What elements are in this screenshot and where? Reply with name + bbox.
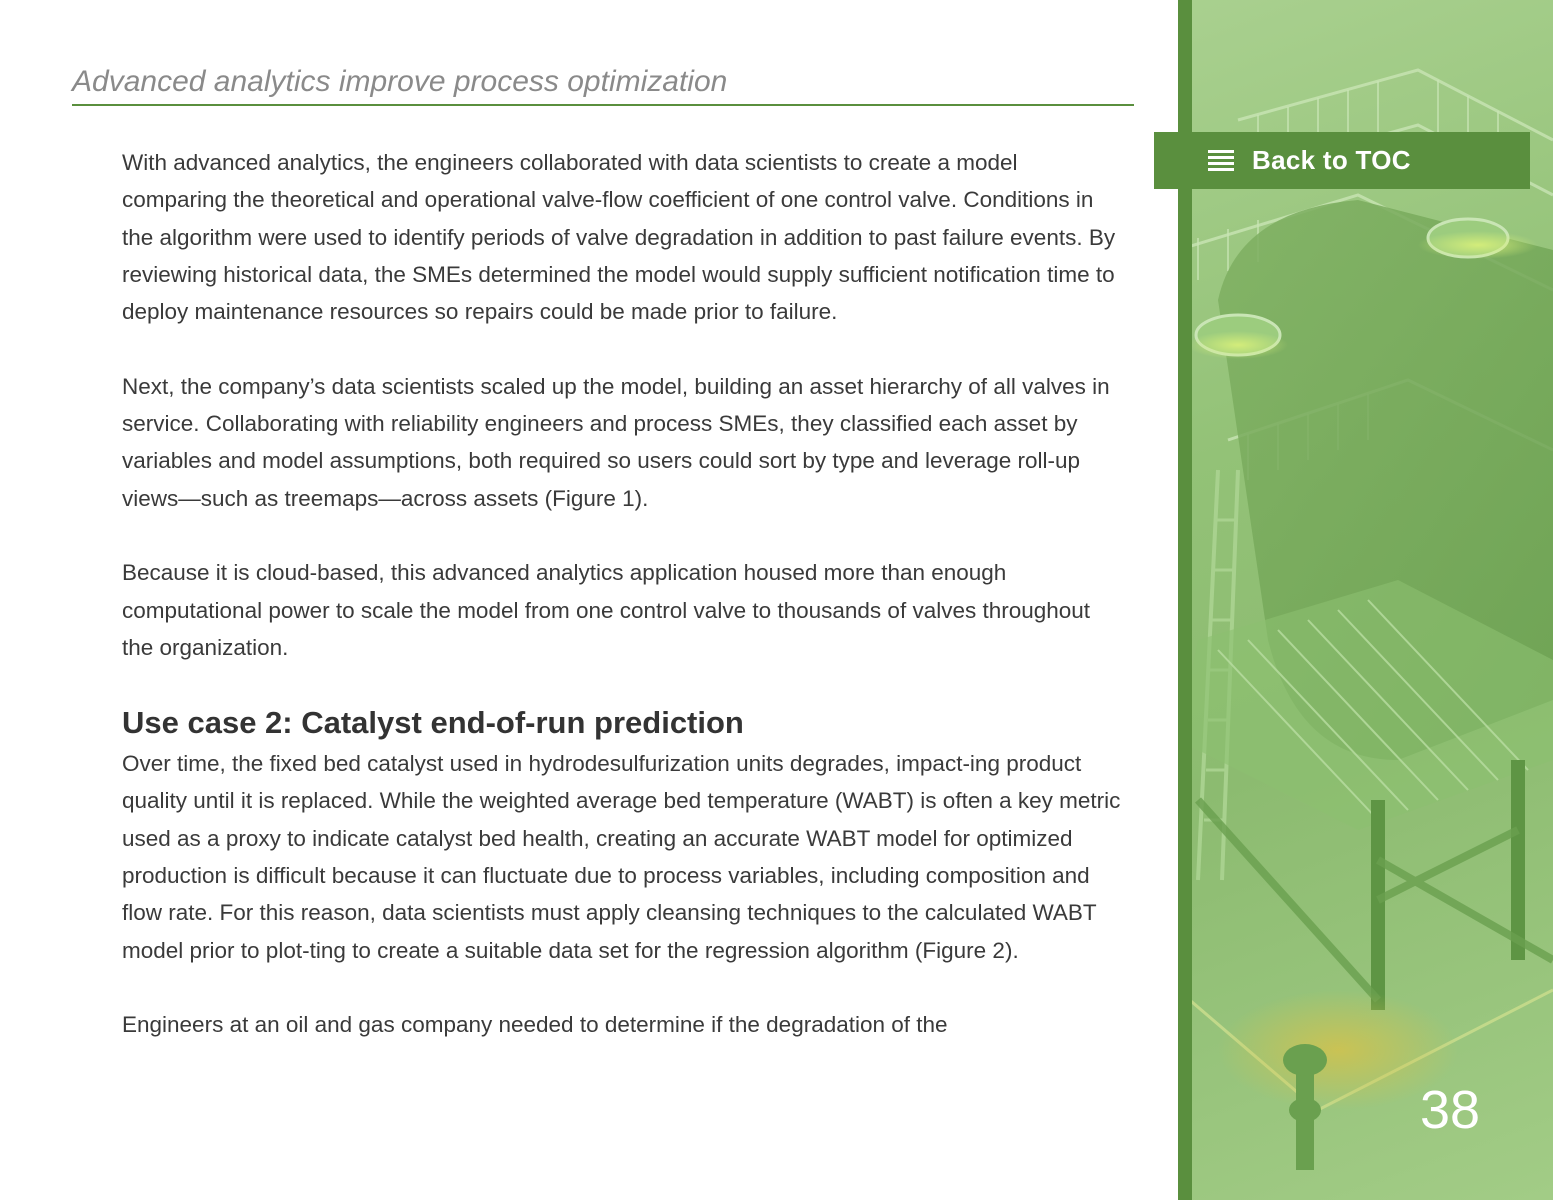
body-paragraph: Engineers at an oil and gas company needed to determine if the degradation of the — [122, 1012, 948, 1038]
main-content — [122, 144, 1122, 1044]
body-paragraph: Because it is cloud-based, this advanced analytics application housed more than enough computational power to scale the model from one control valve to thousands of valves throughout the organization. — [122, 560, 1091, 660]
section-heading: Use case 2: Catalyst end-of-run prediction — [122, 705, 744, 741]
list-icon — [1208, 150, 1234, 172]
body-paragraph: Over time, the fixed bed catalyst used in hydrodesulfurization units degrades, impact-ing product quality until it is replaced. While the weighted average bed temperature (WABT) is often a key metric used as a proxy to indicate catalyst bed health, creating an accurate WABT model for optimized production is difficult because it can fluctuate due to process variables, including composition and flow rate. For this reason, data scientists must apply cleansing techniques to the calculated WABT model prior to plot-ting to create a suitable data set for the regression algorithm (Figure 2). — [122, 751, 1121, 963]
page-title: Advanced analytics improve process optimization — [72, 64, 1134, 106]
back-to-toc-button[interactable] — [1154, 132, 1530, 189]
body-paragraph: With advanced analytics, the engineers collaborated with data scientists to create a model comparing the theoretical and operational valve-flow coefficient of one control valve. Conditions in the algorithm were used to identify periods of valve degradation in addition to past failure events. By reviewing historical data, the SMEs determined the model would supply sufficient notification time to deploy maintenance resources so repairs could be made prior to failure. — [122, 150, 1116, 325]
back-to-toc-label: Back to TOC — [1252, 145, 1411, 175]
body-paragraph: Next, the company’s data scientists scaled up the model, building an asset hierarchy of all valves in service. Collaborating with reliability engineers and process SMEs, they classified each asset by variables and model assumptions, both required so users could sort by type and leverage roll-up views—such as treemaps—across assets (Figure 1). — [122, 373, 1110, 511]
page-number: 38 — [1419, 1080, 1481, 1140]
